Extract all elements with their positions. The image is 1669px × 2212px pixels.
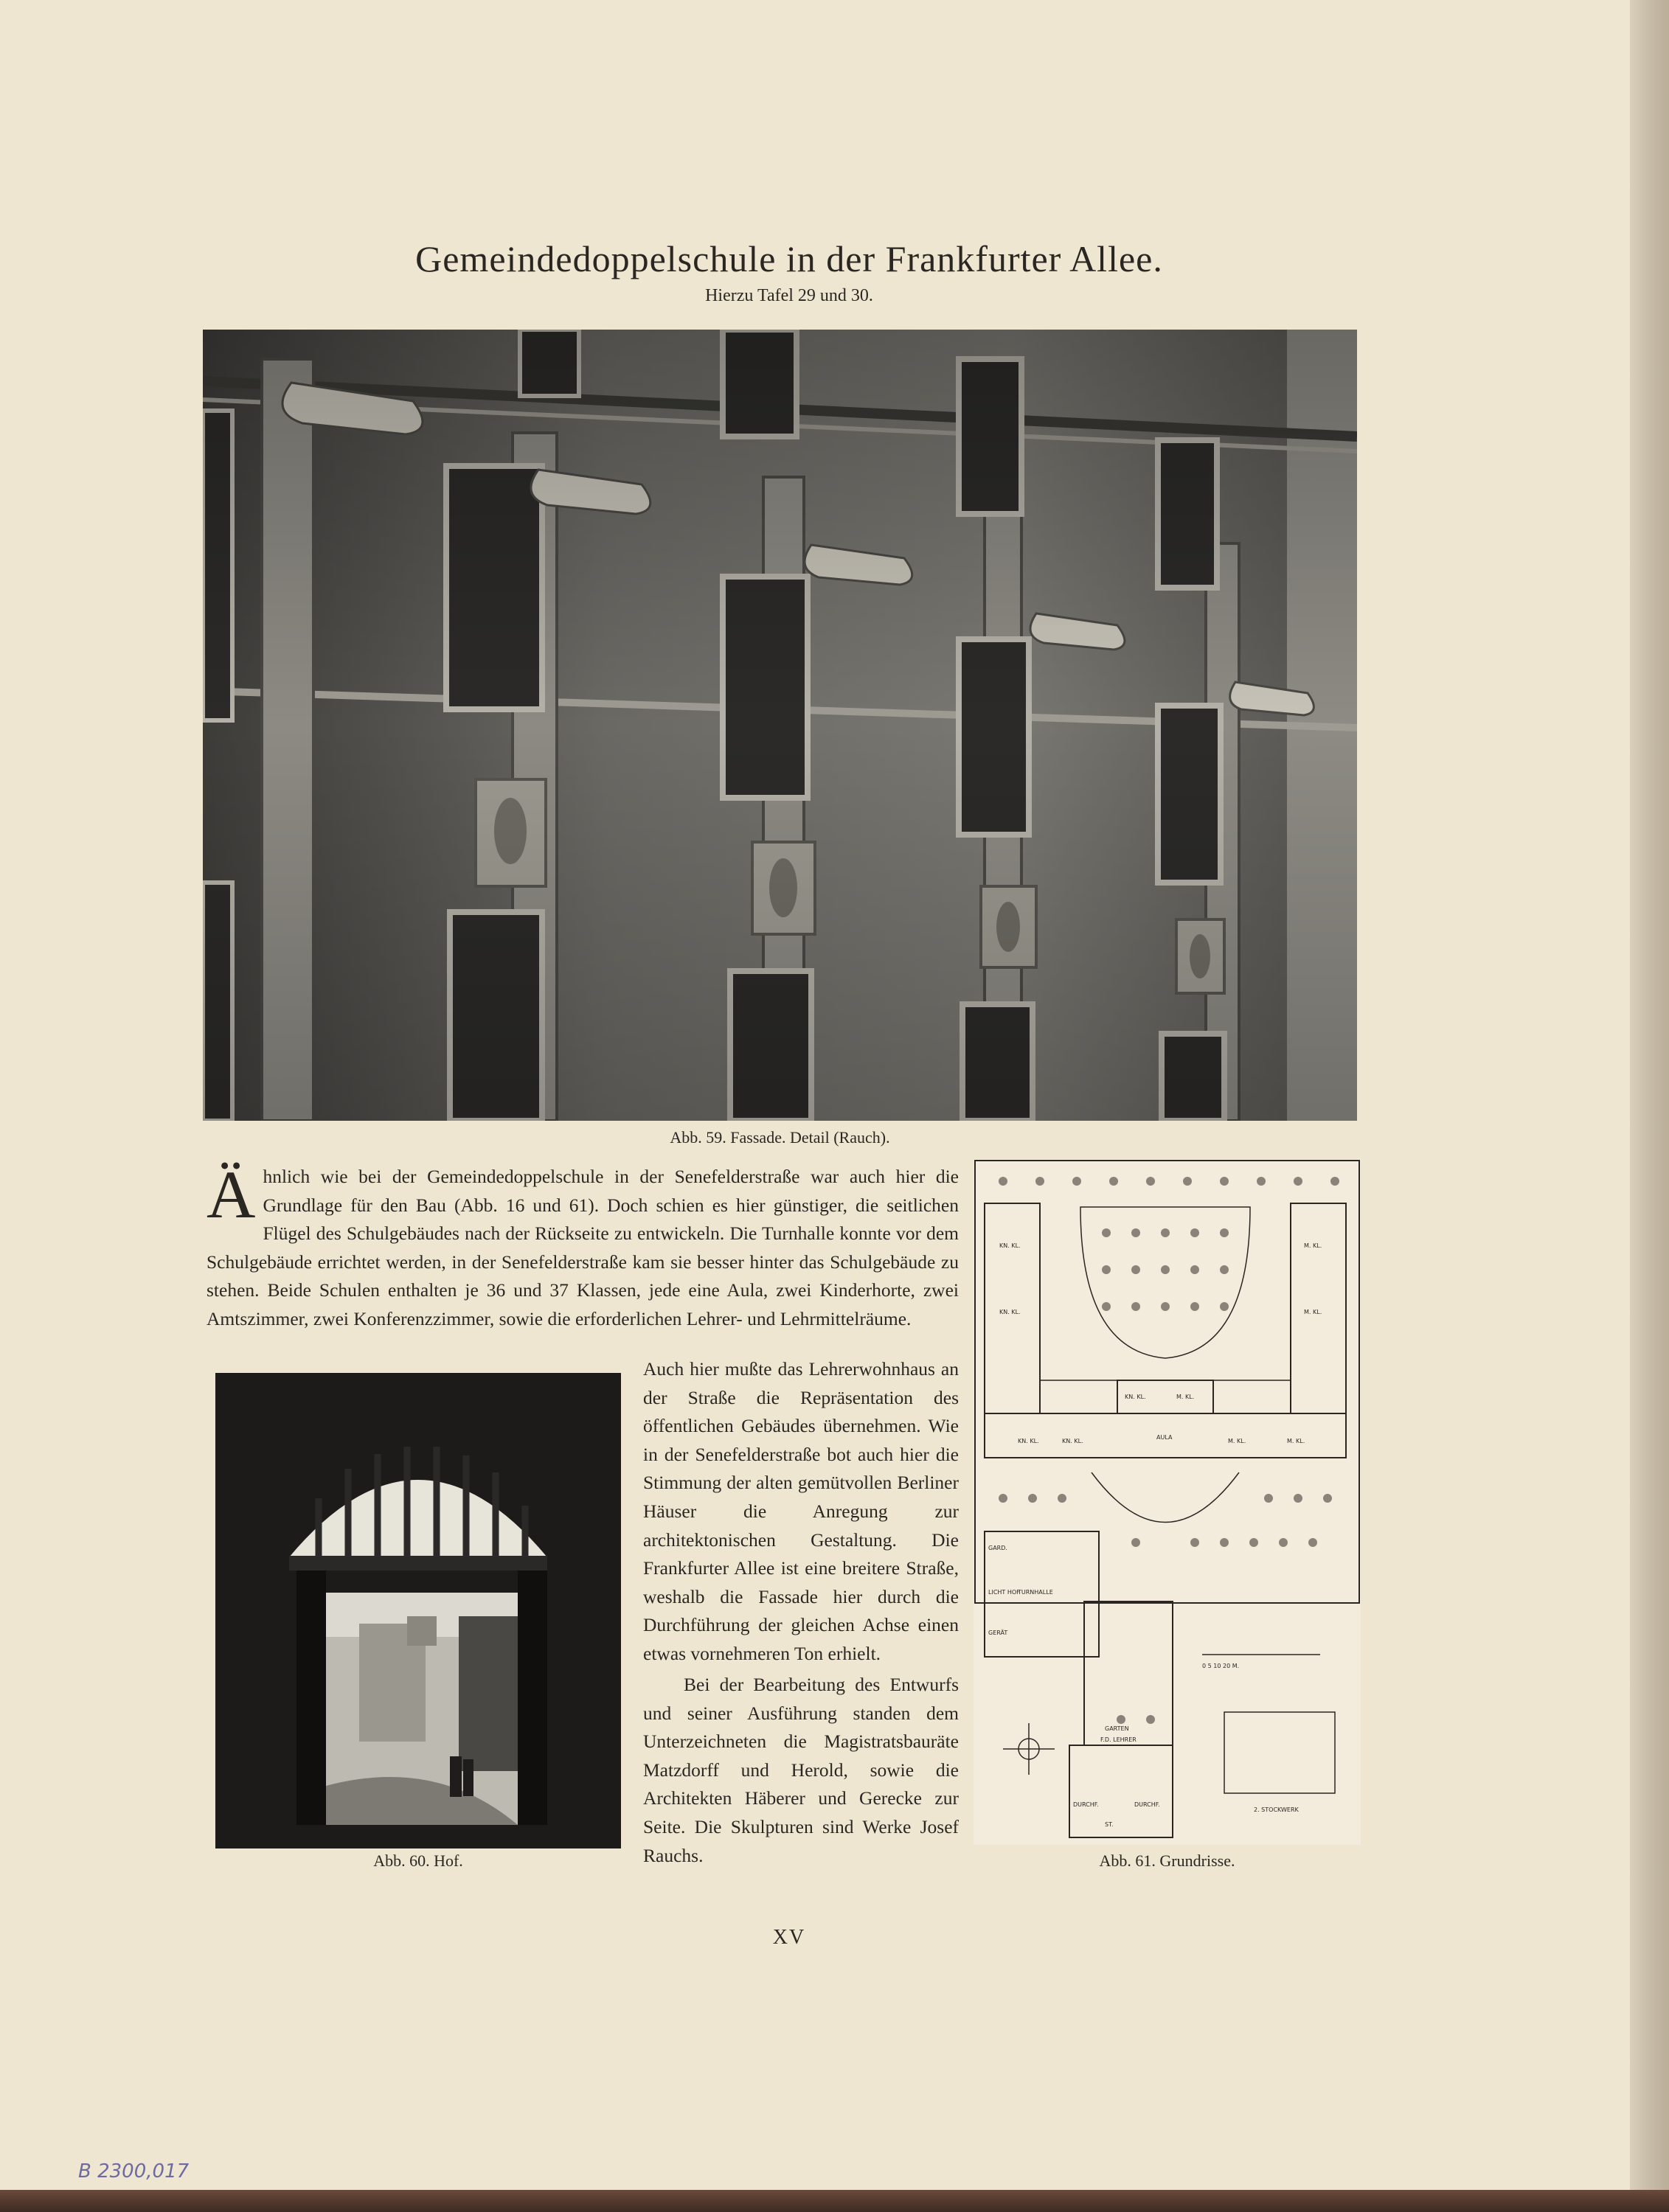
plan-label-turnhalle: TURNHALLE — [1018, 1589, 1053, 1596]
plan-label-m-kl-3: M. KL. — [1176, 1394, 1195, 1400]
body-paragraph-1: Ähnlich wie bei der Gemeindedoppelschule in der Senefelderstraße war auch hier die Grundlage für den Bau (Abb. 16 und 61). Doch schien es hier günstiger, die seitlichen Flügel des Schulgebäudes nach der Rückseite zu entwickeln. Die Turnhalle konnte vor dem Schulgebäude errichtet werden, in der Senefelderstraße kam sie besser hinter das Schulgebäude zu stehen. Beide Schulen enthalten je 36 und 37 Klassen, jede eine Aula, zwei Kinderhorte, zwei Amtszimmer, zwei Konferenzzimmer, sowie die erforderlichen Lehrer- und Lehrmittelräume. — [207, 1157, 959, 1329]
plan-label-m-kl-4: M. KL. — [1228, 1438, 1246, 1444]
plan-label-durchf-1: DURCHF. — [1073, 1801, 1099, 1808]
plan-label-m-kl-5: M. KL. — [1287, 1438, 1305, 1444]
plan-label-kn-kl-1: KN. KL. — [999, 1242, 1021, 1249]
plan-label-kn-kl-2: KN. KL. — [999, 1309, 1021, 1315]
page-title: Gemeindedoppelschule in der Frankfurter Allee. — [415, 238, 1163, 279]
plan-label-aula: AULA — [1156, 1434, 1173, 1441]
plan-label-kn-kl-3: KN. KL. — [1125, 1394, 1146, 1400]
plan-label-gerat: GERÄT — [988, 1630, 1008, 1636]
plan-label-licht: LICHT HOF — [988, 1589, 1020, 1596]
plan-label-kn-kl-4: KN. KL. — [1018, 1438, 1039, 1444]
courtyard-photo — [215, 1373, 621, 1848]
page-edge — [1630, 0, 1669, 2212]
plan-label-kn-kl-5: KN. KL. — [1062, 1438, 1083, 1444]
plan-label-stockwerk: 2. STOCKWERK — [1254, 1806, 1299, 1813]
book-cover-edge — [0, 2190, 1669, 2212]
handwritten-shelfmark: B 2300,017 — [78, 2160, 190, 2183]
plan-label-durchf-2: DURCHF. — [1134, 1801, 1160, 1808]
fig60-caption: Abb. 60. Hof. — [373, 1851, 463, 1870]
page-number: XV — [772, 1926, 806, 1949]
fig61-caption: Abb. 61. Grundrisse. — [1099, 1851, 1235, 1870]
plan-label-st: ST. — [1105, 1821, 1114, 1828]
body-paragraph-2: Auch hier mußte das Lehrerwohnhaus an der Straße die Repräsentation des öffentlichen Gebäudes übernehmen. Wie in der Senefelderstraße bot auch hier die Stimmung der alten gemütvollen Berliner Häuser die Anregung zur architektonischen Gestaltung. Die Frankfurter Allee ist eine breitere Straße, weshalb die Fassade hier durch die Durchführung der gleichen Achse einen etwas vornehmeren Ton erhielt. — [643, 1358, 959, 1664]
facade-photo — [203, 330, 1357, 1121]
floor-plan — [974, 1159, 1361, 1845]
body-paragraph-3: Bei der Bearbeitung des Entwurfs und seiner Ausführung standen dem Unterzeichneten die Magistratsbauräte Matzdorff und Herold, sowie die Architekten Häberer und Gerecke zur Seite. Die Skulpturen sind Werke Josef Rauchs. — [643, 1674, 959, 1866]
page-subtitle: Hierzu Tafel 29 und 30. — [705, 286, 873, 305]
plan-label-gard: GARD. — [988, 1545, 1007, 1551]
plan-label-lehrer: F.D. LEHRER — [1100, 1736, 1137, 1743]
plan-label-m-kl-2: M. KL. — [1304, 1309, 1322, 1315]
plan-label-m-kl-1: M. KL. — [1304, 1242, 1322, 1249]
plan-scale-label: 0 5 10 20 M. — [1202, 1663, 1240, 1669]
fig59-caption: Abb. 59. Fassade. Detail (Rauch). — [670, 1128, 890, 1147]
plan-label-garten: GARTEN — [1105, 1725, 1129, 1732]
drop-cap: Ä — [207, 1157, 256, 1232]
